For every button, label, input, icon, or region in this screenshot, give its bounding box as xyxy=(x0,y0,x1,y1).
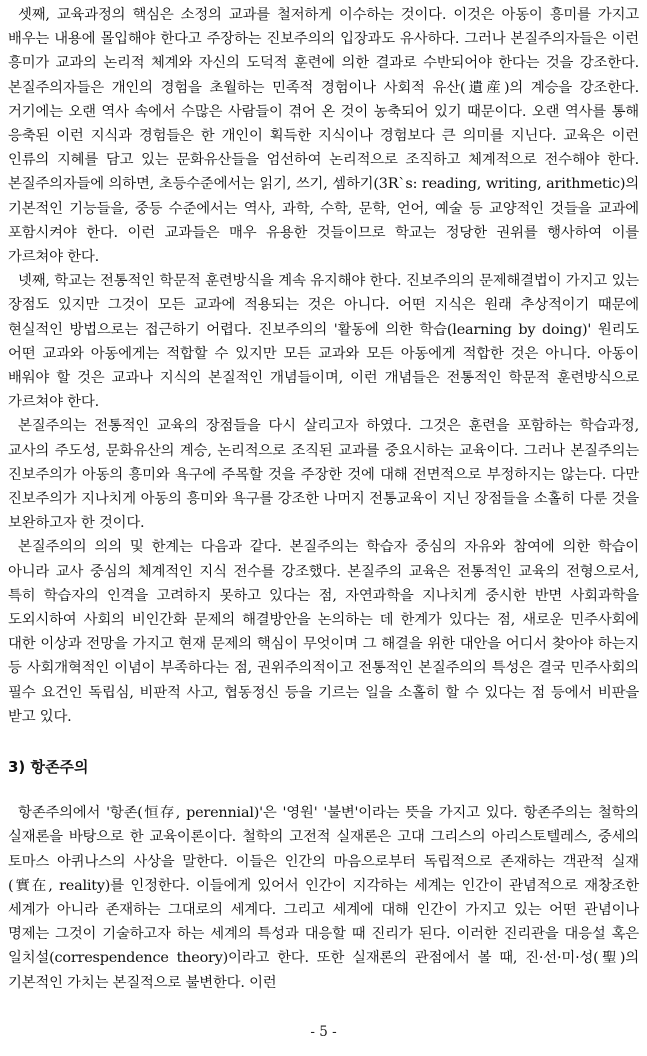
paragraph-third-curriculum: 셋째, 교육과정의 핵심은 소정의 교과를 철저하게 이수하는 것이다. 이것은 아동이 흥미를 가지고 배우는 내용에 몰입해야 한다고 주장하는 진보주의의 입장과도 유사하다. 그러나 본질주의자들은 이런 흥미가 교과의 논리적 체계와 자신의 도덕적 훈련에 의한 결과로 수반되어야 한다는 것을 강조한다. 본질주의자들은 개인의 경험을 초월하는 민족적 경험이나 사회적 유산(遺産)의 계승을 강조한다. 거기에는 오랜 역사 속에서 수많은 사람들이 겪어 온 것이 농축되어 있기 때문이다. 오랜 역사를 통해 응축된 이런 지식과 경험들은 한 개인이 획득한 지식이나 경험보다 큰 의미를 지닌다. 교육은 이런 인류의 지혜를 담고 있는 문화유산들을 엄선하여 논리적으로 조직하고 체계적으로 전수해야 한다. 본질주의자들에 의하면, 초등수준에서는 읽기, 쓰기, 셈하기(3R`s: reading, writing, arithmetic)의 기본적인 기능들을, 중등 수준에서는 역사, 과학, 수학, 문학, 언어, 예술 등 교양적인 것들을 교과에 포함시켜야 한다. 이런 교과들은 매우 유용한 것들이므로 학교는 정당한 권위를 행사하여 이를 가르쳐야 한다. xyxy=(8,7,639,266)
document-page xyxy=(8,3,639,995)
paragraph-essentialism-critique: 본질주의의 의의 및 한계는 다음과 같다. 본질주의는 학습자 중심의 자유와 참여에 의한 학습이 아니라 교사 중심의 체계적인 지식 전수를 강조했다. 본질주의 교육은 전통적인 교육의 전형으로서, 특히 학습자의 인격을 고려하지 못하고 있다는 점, 자연과학을 지나치게 중시한 반면 사회과학을 도외시하여 사회의 비인간화 문제의 해결방안을 논의하는 데 한계가 있다는 점, 새로운 민주사회에 대한 이상과 전망을 가지고 현재 문제의 핵심이 무엇이며 그 해결을 위한 대안을 어디서 찾아야 하는지 등 사회개혁적인 이념이 부족하다는 점, 권위주의적이고 전통적인 본질주의의 특성은 결국 민주사회의 필수 요건인 독립심, 비판적 사고, 협동정신 등을 기르는 일을 소홀히 할 수 있다는 점 등에서 비판을 받고 있다. xyxy=(8,539,639,725)
page-number: - 5 - xyxy=(310,1024,337,1040)
paragraph-perennialism-intro: 항존주의에서 '항존(恒存, perennial)'은 '영원' '불변'이라는 뜻을 가지고 있다. 항존주의는 철학의 실재론을 바탕으로 한 교육이론이다. 철학의 고전적 실재론은 고대 그리스의 아리스토텔레스, 중세의 토마스 아퀴나스의 사상을 말한다. 이들은 인간의 마음으로부터 독립적으로 존재하는 객관적 실재(實在, reality)를 인정한다. 이들에게 있어서 인간이 지각하는 세계는 인간이 관념적으로 재창조한 세계가 아니라 존재하는 그대로의 세계다. 그리고 세계에 대해 인간이 가지고 있는 어떤 관념이나 명제는 그것이 기술하고자 하는 세계의 특성과 대응할 때 진리가 된다. 이러한 진리관을 대응설 혹은 일치설(correspendence theory)이라고 한다. 또한 실재론의 관점에서 볼 때, 진·선·미·성(聖)의 기본적인 가치는 본질적으로 불변한다. 이런 xyxy=(8,805,639,991)
paragraph-essentialism-summary: 본질주의는 전통적인 교육의 장점들을 다시 살리고자 하였다. 그것은 훈련을 포함하는 학습과정, 교사의 주도성, 문화유산의 계승, 논리적으로 조직된 교과를 중요시하는 교육이다. 그러나 본질주의는 진보주의가 아동의 흥미와 욕구에 주목할 것을 주장한 것에 대해 전면적으로 부정하지는 않는다. 다만 진보주의가 지나치게 아동의 흥미와 욕구를 강조한 나머지 전통교육이 지닌 장점들을 소홀히 다룬 것을 보완하고자 한 것이다. xyxy=(8,418,639,532)
section-heading-perennialism: 3) 항존주의 xyxy=(8,758,89,777)
paragraph-fourth-training: 넷째, 학교는 전통적인 학문적 훈련방식을 계속 유지해야 한다. 진보주의의 문제해결법이 가지고 있는 장점도 있지만 그것이 모든 교과에 적용되는 것은 아니다. 어떤 지식은 원래 추상적이기 때문에 현실적인 방법으로는 접근하기 어렵다. 진보주의의 '활동에 의한 학습(learning by doing)' 원리도 어떤 교과와 아동에게는 적합할 수 있지만 모든 교과와 모든 아동에게 적합한 것은 아니다. 아동이 배워야 할 것은 교과나 지식의 본질적인 개념들이며, 이런 개념들은 전통적인 학문적 훈련방식으로 가르쳐야 한다. xyxy=(8,273,639,411)
